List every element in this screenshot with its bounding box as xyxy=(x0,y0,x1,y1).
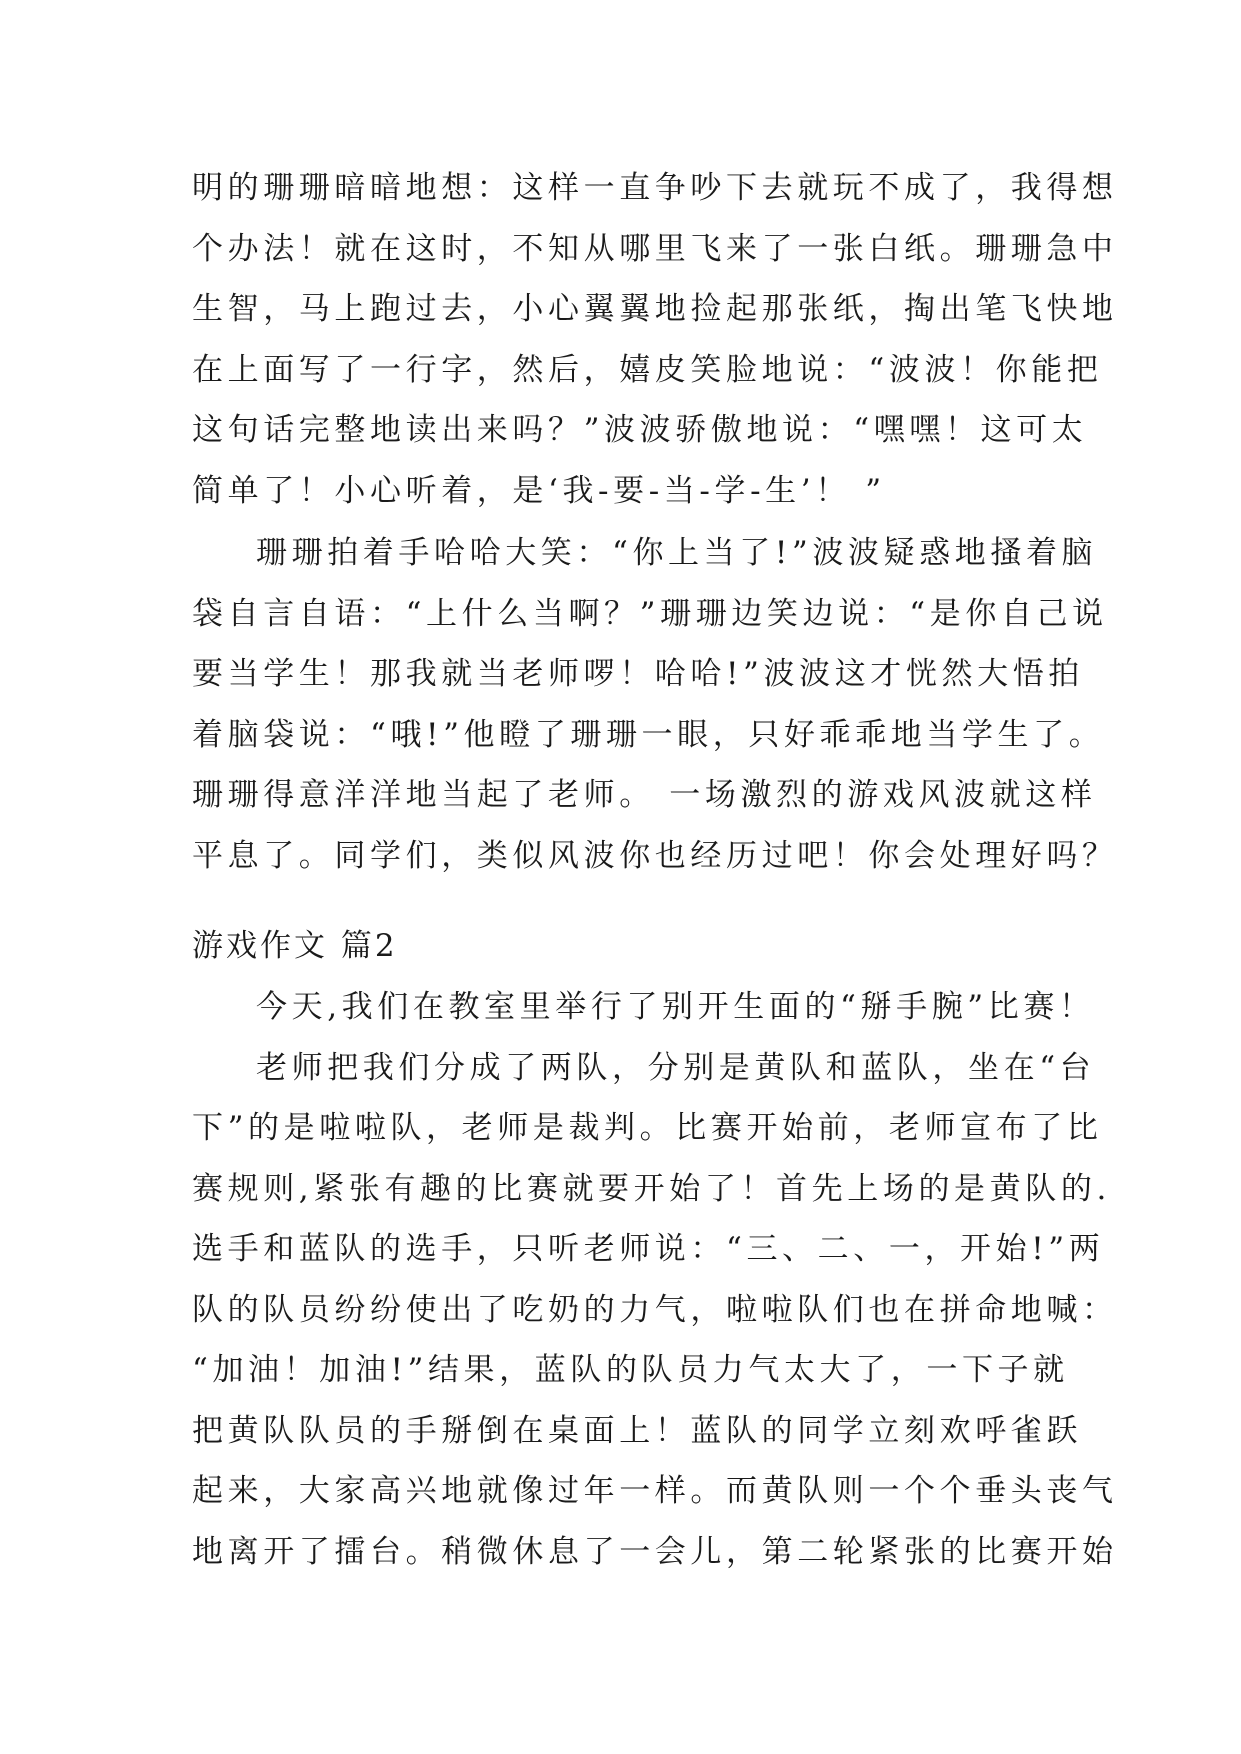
paragraph-line: 简单了！小心听着，是‘我-要-当-学-生’！ ” xyxy=(192,473,886,509)
paragraph-first-line: 珊珊拍着手哈哈大笑：“你上当了!”波波疑惑地搔着脑 xyxy=(256,535,1098,571)
section-heading: 游戏作文 篇2 xyxy=(192,928,398,964)
paragraph-line: 这句话完整地读出来吗？”波波骄傲地说：“嘿嘿！这可太 xyxy=(192,412,1088,448)
paragraph-line: 起来，大家高兴地就像过年一样。而黄队则一个个垂头丧气 xyxy=(192,1473,1118,1509)
paragraph-line: 选手和蓝队的选手，只听老师说：“三、二、一，开始!”两 xyxy=(192,1231,1105,1267)
paragraph-line: 把黄队队员的手掰倒在桌面上！蓝队的同学立刻欢呼雀跃 xyxy=(192,1413,1082,1449)
paragraph-first-line: 老师把我们分成了两队，分别是黄队和蓝队，坐在“台 xyxy=(256,1050,1096,1086)
paragraph-line: 平息了。同学们，类似风波你也经历过吧！你会处理好吗？ xyxy=(192,838,1118,874)
paragraph-line: 着脑袋说：“哦!”他瞪了珊珊一眼，只好乖乖地当学生了。 xyxy=(192,717,1105,753)
paragraph-line: 赛规则,紧张有趣的比赛就要开始了！首先上场的是黄队的. xyxy=(192,1171,1111,1207)
paragraph-line: 地离开了擂台。稍微休息了一会儿，第二轮紧张的比赛开始 xyxy=(192,1534,1118,1570)
paragraph-line: 个办法！就在这时，不知从哪里飞来了一张白纸。珊珊急中 xyxy=(192,231,1118,267)
paragraph-line: 队的队员纷纷使出了吃奶的力气，啦啦队们也在拼命地喊： xyxy=(192,1292,1118,1328)
paragraph-line: 下”的是啦啦队，老师是裁判。比赛开始前，老师宣布了比 xyxy=(192,1110,1103,1146)
paragraph-line: 袋自言自语：“上什么当啊？”珊珊边笑边说：“是你自己说 xyxy=(192,596,1108,632)
paragraph-line: 要当学生！那我就当老师啰！哈哈!”波波这才恍然大悟拍 xyxy=(192,656,1084,692)
paragraph-line: 生智，马上跑过去，小心翼翼地捡起那张纸，掏出笔飞快地 xyxy=(192,291,1118,327)
paragraph-first-line: 今天,我们在教室里举行了别开生面的“掰手腕”比赛！ xyxy=(256,989,1095,1025)
paragraph-line: 珊珊得意洋洋地当起了老师。 一场激烈的游戏风波就这样 xyxy=(192,777,1097,813)
paragraph-line: “加油！加油!”结果，蓝队的队员力气太大了，一下子就 xyxy=(192,1352,1069,1388)
paragraph-line: 明的珊珊暗暗地想：这样一直争吵下去就玩不成了，我得想 xyxy=(192,170,1118,206)
paragraph-line: 在上面写了一行字，然后，嬉皮笑脸地说：“波波！你能把 xyxy=(192,352,1103,388)
